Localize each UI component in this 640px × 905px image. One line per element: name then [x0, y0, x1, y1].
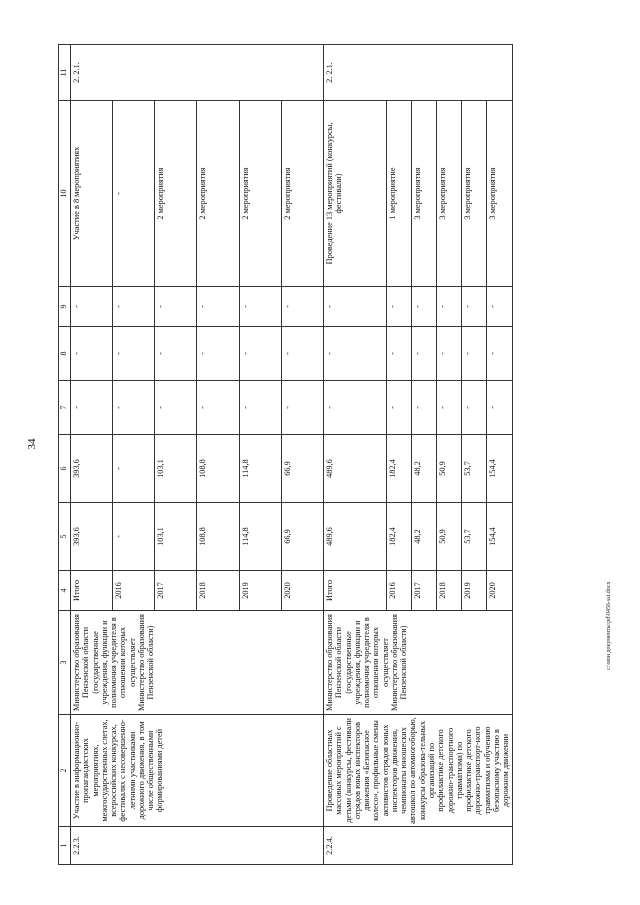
value-cell: -: [281, 381, 323, 435]
value-cell: -: [155, 327, 197, 381]
value-cell: 489,6: [323, 435, 386, 503]
item-name: Проведение областных массовых мероприятий с детьми (конкурсы, фестивали отрядов юных инспекторов движения «Безопасное колесо», профильные смены активистов отрядов юных инспекторов движения, чемпионаты юношеских автошкол по автомногоборью, конкурсы образова-тельных организаций по профилактике детского дорожно-транспортного травматизма) по профилактике детского дорожно-транспорт-ного травматизма и обучению безопасному участию в дорожном движении: [323, 715, 512, 827]
year-cell: 2017: [155, 571, 197, 611]
result-cell: 3 мероприятия: [437, 101, 462, 287]
item-executor: Министерство образования Пензенской области (государственные учреждения, функции и полномочия учредителя в отношении которых осуществляет Министерство образования Пензенской области): [323, 611, 512, 715]
value-cell: 53,7: [462, 435, 487, 503]
value-cell: -: [155, 287, 197, 327]
value-cell: 393,6: [70, 435, 112, 503]
header-cell: 9: [59, 287, 71, 327]
value-cell: 182,4: [386, 435, 411, 503]
value-cell: 48,2: [412, 503, 437, 571]
value-cell: -: [281, 327, 323, 381]
year-cell: Итого: [70, 571, 112, 611]
value-cell: 114,8: [239, 435, 281, 503]
result-cell: 2 мероприятия: [239, 101, 281, 287]
header-cell: 4: [59, 571, 71, 611]
year-cell: 2016: [386, 571, 411, 611]
value-cell: -: [239, 287, 281, 327]
value-cell: 66,9: [281, 503, 323, 571]
value-cell: -: [239, 327, 281, 381]
year-cell: 2016: [113, 571, 155, 611]
item-code: 2.2.3.: [70, 827, 323, 865]
result-cell: 3 мероприятия: [412, 101, 437, 287]
value-cell: -: [70, 381, 112, 435]
year-cell: Итого: [323, 571, 386, 611]
value-cell: -: [197, 381, 239, 435]
table-row: [70, 45, 112, 865]
value-cell: 154,4: [487, 435, 512, 503]
header-cell: 5: [59, 503, 71, 571]
value-cell: -: [113, 435, 155, 503]
header-cell: 2: [59, 715, 71, 827]
result-cell: 3 мероприятия: [462, 101, 487, 287]
value-cell: -: [386, 381, 411, 435]
value-cell: 154,4: [487, 503, 512, 571]
value-cell: 182,4: [386, 503, 411, 571]
value-cell: -: [437, 287, 462, 327]
year-cell: 2019: [462, 571, 487, 611]
item-name: Участие в информационно-пропагандистских мероприятиях, межгосударственных слетах, всероссийских конкурсах, фестивалях с несовершенно-летними участниками дорожного движения, в том числе общественными формированиями детей: [70, 715, 323, 827]
value-cell: -: [197, 327, 239, 381]
value-cell: 50,9: [437, 503, 462, 571]
result-cell: Участие в 8 мероприятиях: [70, 101, 112, 287]
value-cell: -: [412, 327, 437, 381]
value-cell: -: [323, 287, 386, 327]
year-cell: 2018: [437, 571, 462, 611]
value-cell: -: [281, 287, 323, 327]
value-cell: 108,8: [197, 435, 239, 503]
value-cell: -: [462, 287, 487, 327]
header-cell: 10: [59, 101, 71, 287]
value-cell: 48,2: [412, 435, 437, 503]
value-cell: 66,9: [281, 435, 323, 503]
value-cell: 103,1: [155, 503, 197, 571]
reference-cell: 2. 2.1.: [323, 45, 512, 101]
result-cell: 2 мероприятия: [281, 101, 323, 287]
header-cell: 3: [59, 611, 71, 715]
value-cell: 393,6: [70, 503, 112, 571]
item-executor: Министерство образования Пензенской области (государственные учреждения, функции и полномочия учредителя в отношении которых осуществляет Министерство образования Пензенской области): [70, 611, 323, 715]
header-cell: 1: [59, 827, 71, 865]
value-cell: -: [70, 287, 112, 327]
program-table: [58, 44, 513, 865]
value-cell: -: [412, 287, 437, 327]
header-row: [59, 45, 71, 865]
header-cell: 7: [59, 381, 71, 435]
value-cell: 114,8: [239, 503, 281, 571]
value-cell: -: [323, 381, 386, 435]
value-cell: -: [412, 381, 437, 435]
value-cell: 53,7: [462, 503, 487, 571]
value-cell: -: [462, 381, 487, 435]
table-row: [323, 45, 386, 865]
value-cell: -: [113, 327, 155, 381]
result-cell: Проведение 13 мероприятий (конкурсы, фестивали): [323, 101, 386, 287]
value-cell: -: [197, 287, 239, 327]
header-cell: 11: [59, 45, 71, 101]
value-cell: 103,1: [155, 435, 197, 503]
reference-cell: 2. 2.1.: [70, 45, 323, 101]
value-cell: -: [113, 381, 155, 435]
value-cell: -: [437, 327, 462, 381]
header-cell: 8: [59, 327, 71, 381]
value-cell: -: [462, 327, 487, 381]
year-cell: 2019: [239, 571, 281, 611]
year-cell: 2017: [412, 571, 437, 611]
result-cell: 2 мероприятия: [197, 101, 239, 287]
year-cell: 2020: [281, 571, 323, 611]
value-cell: -: [487, 327, 512, 381]
value-cell: -: [437, 381, 462, 435]
value-cell: -: [386, 327, 411, 381]
result-cell: 3 мероприятия: [487, 101, 512, 287]
value-cell: -: [323, 327, 386, 381]
value-cell: 489,6: [323, 503, 386, 571]
value-cell: -: [113, 503, 155, 571]
value-cell: -: [487, 287, 512, 327]
footer-file-path: c:\мои документы\pd\0456-ssi.docx: [606, 581, 612, 670]
value-cell: -: [70, 327, 112, 381]
value-cell: -: [155, 381, 197, 435]
value-cell: -: [386, 287, 411, 327]
year-cell: 2018: [197, 571, 239, 611]
result-cell: 2 мероприятия: [155, 101, 197, 287]
rotated-table-container: [58, 45, 598, 865]
value-cell: 108,8: [197, 503, 239, 571]
value-cell: -: [487, 381, 512, 435]
year-cell: 2020: [487, 571, 512, 611]
result-cell: 1 мероприятие: [386, 101, 411, 287]
header-cell: 6: [59, 435, 71, 503]
item-code: 2.2.4.: [323, 827, 512, 865]
value-cell: -: [239, 381, 281, 435]
page-number: 34: [26, 438, 38, 450]
value-cell: -: [113, 287, 155, 327]
value-cell: 50,9: [437, 435, 462, 503]
result-cell: -: [113, 101, 155, 287]
